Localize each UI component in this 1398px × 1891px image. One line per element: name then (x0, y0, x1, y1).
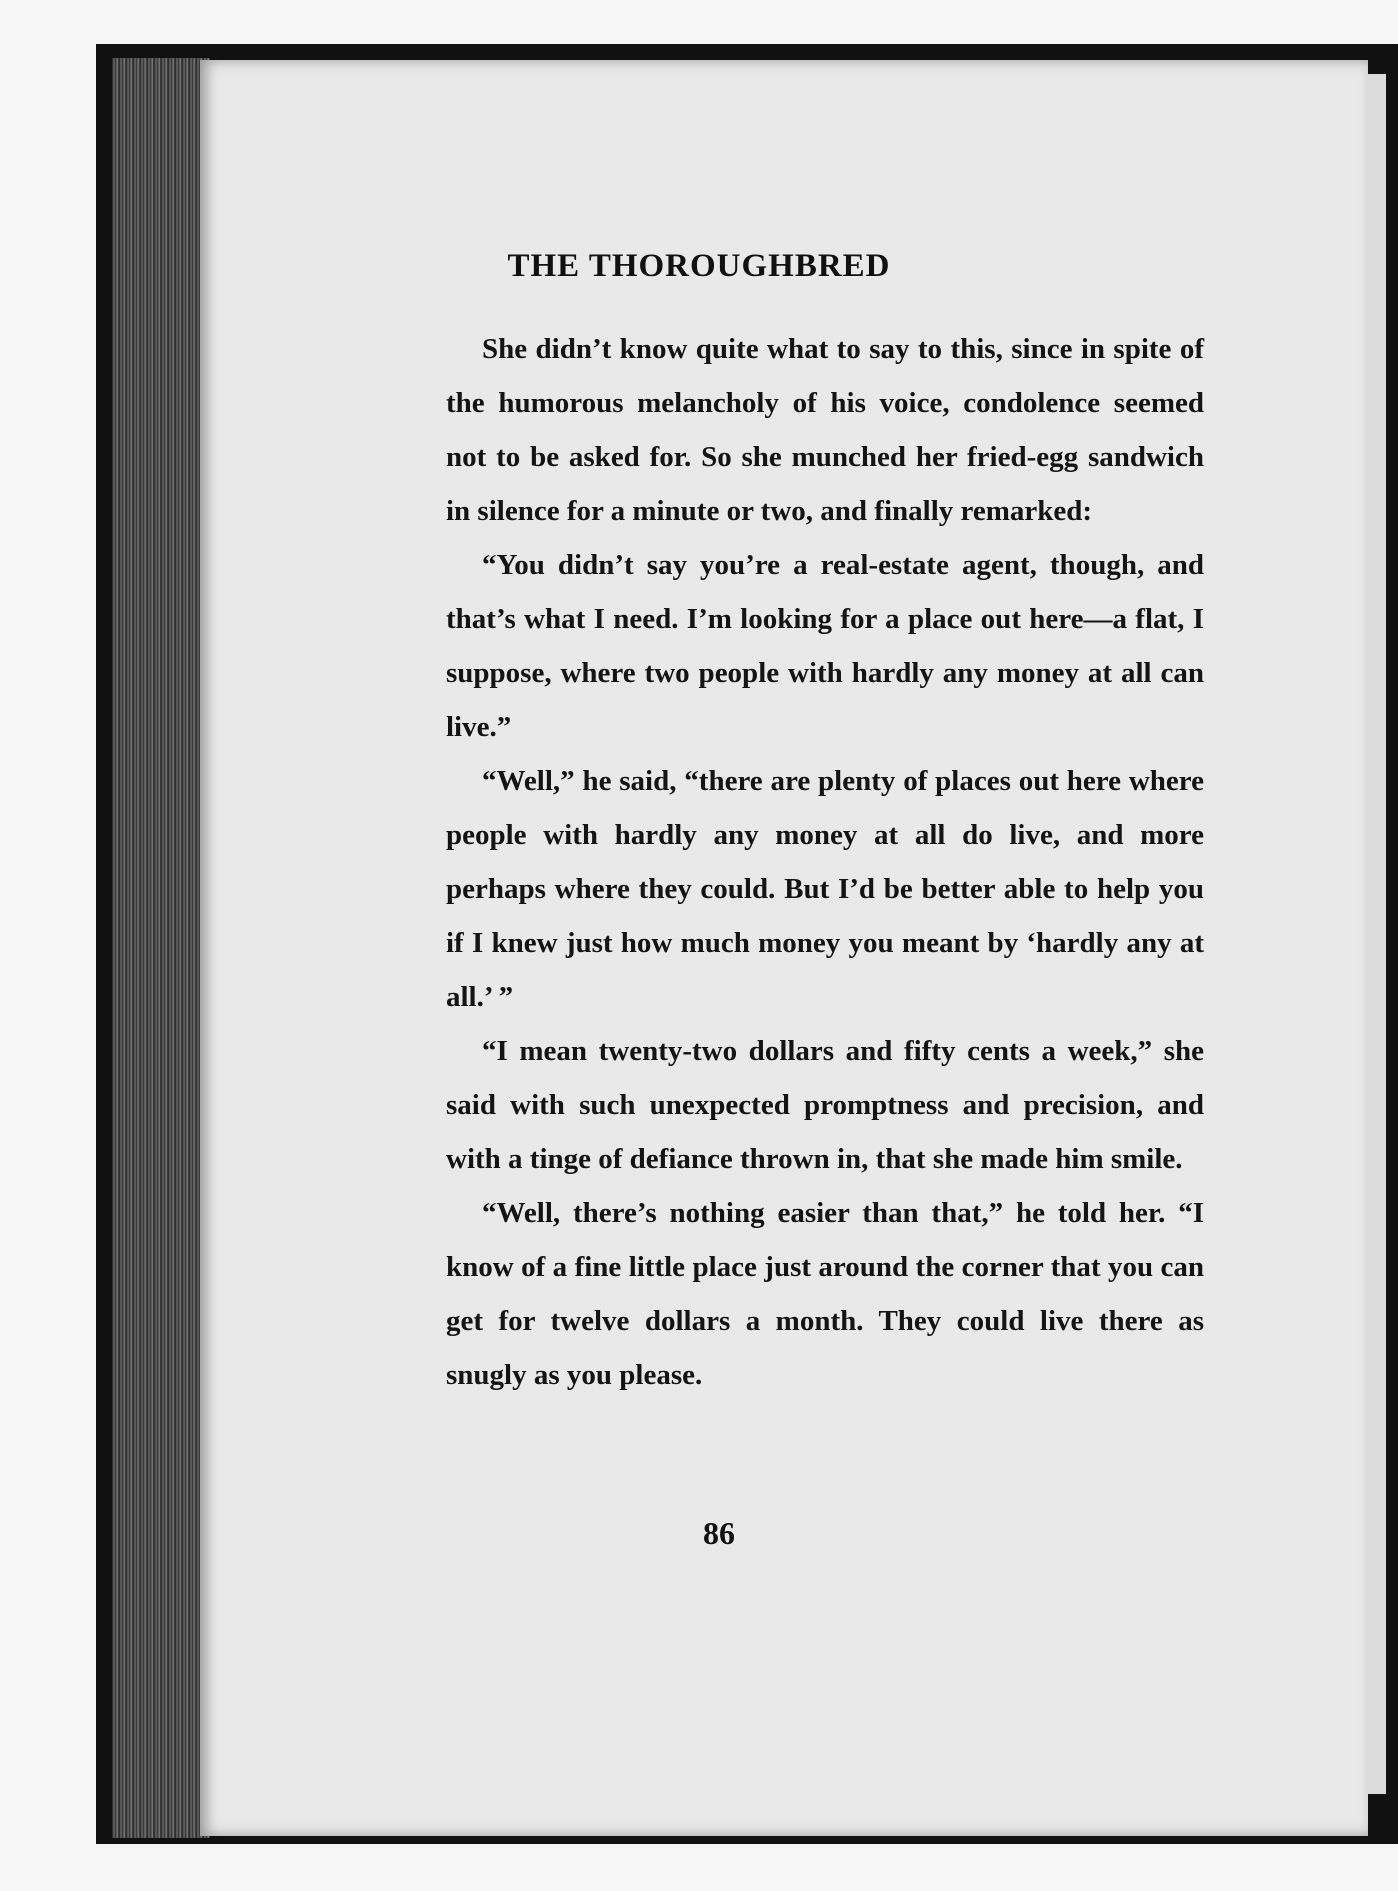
paragraph: “Well, there’s nothing easier than that,” he told her. “I know of a fine little place just around the corner that you can get for twelve dollars a month. They could live there as snugly as you please. (446, 1197, 1204, 1391)
paragraph: “Well,” he said, “there are plenty of places out here where people with hardly any money at all do live, and more perhaps where they could. But I’d be better able to help you if I knew just how much money you meant by ‘hardly any at all.’ ” (446, 765, 1204, 1013)
paragraph: “You didn’t say you’re a real-estate agent, though, and that’s what I need. I’m looking for a place out here—a flat, I suppose, where two people with hardly any money at all can live.” (446, 549, 1204, 743)
paragraph: She didn’t know quite what to say to this, since in spite of the humorous melancholy of his voice, condolence seemed not to be asked for. So she munched her fried-egg sandwich in silence for a minute or two, and finally remarked: (446, 333, 1204, 527)
page-edges (112, 58, 210, 1838)
paragraph: “I mean twenty-two dollars and fifty cents a week,” she said with such unexpected promptness and precision, and with a tinge of defiance thrown in, that she made him smile. (446, 1035, 1204, 1175)
page-number: 86 (703, 1515, 735, 1551)
body-text (446, 322, 1204, 1402)
running-head: THE THOROUGHBRED (507, 248, 891, 284)
